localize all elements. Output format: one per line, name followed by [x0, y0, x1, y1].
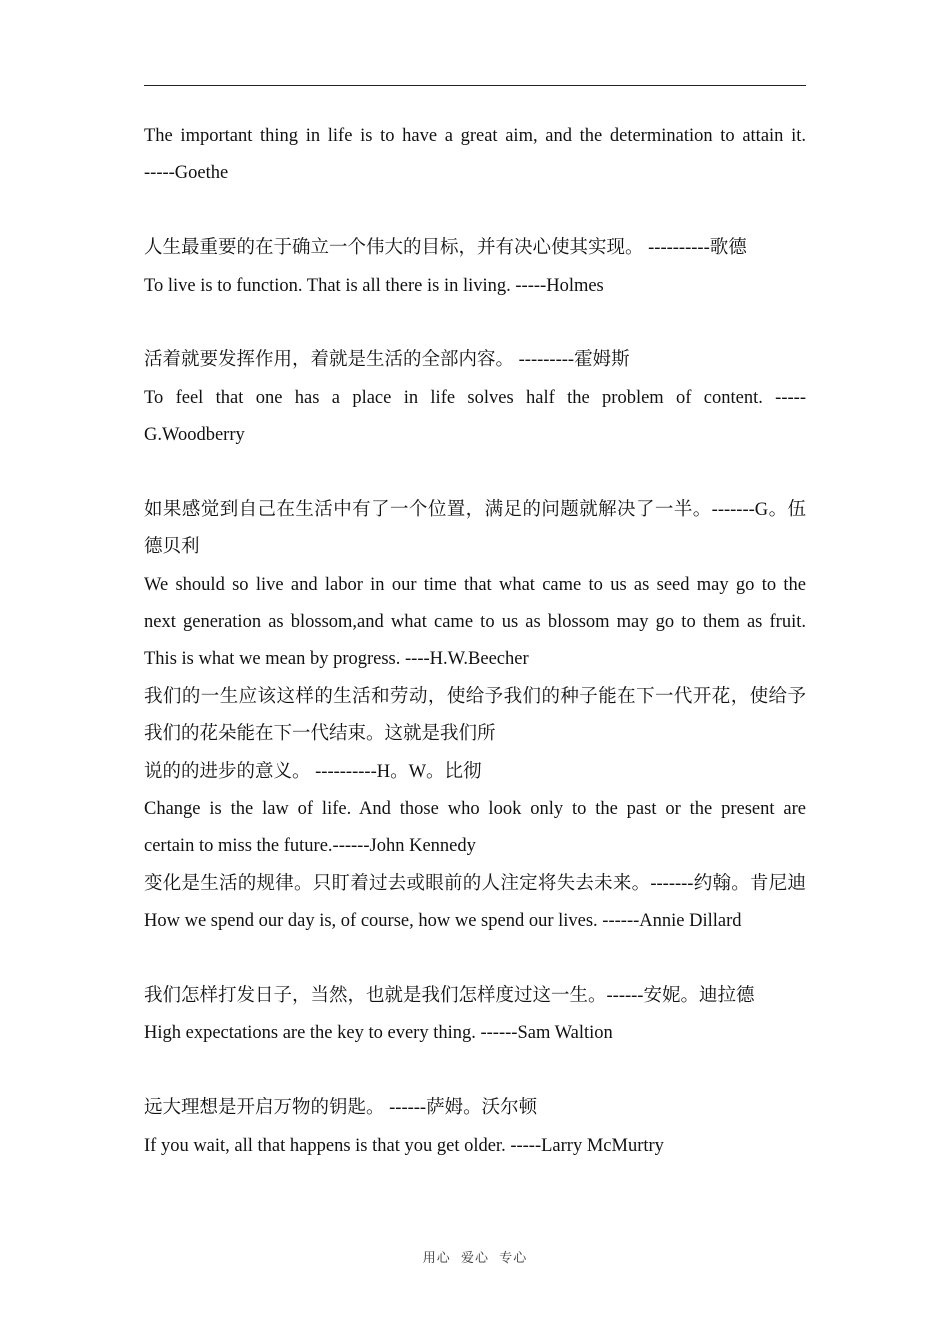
- blank-line: [144, 305, 806, 342]
- page-footer: [0, 1247, 950, 1266]
- text-line: To live is to function. That is all there is in living. -----Holmes: [144, 275, 604, 296]
- document-body: [144, 118, 806, 1165]
- text-line: next generation as blossom,and what came to us as blossom may go to them as fruit.: [144, 612, 806, 633]
- blank-line: [144, 455, 806, 492]
- text-line: -----Goethe: [144, 163, 229, 184]
- text-line: 远大理想是开启万物的钥匙。 ------萨姆。沃尔顿: [144, 1098, 538, 1119]
- text-line: 我们怎样打发日子，当然，也就是我们怎样度过这一生。------安妮。迪拉德: [144, 985, 755, 1006]
- text-line: certain to miss the future.------John Kennedy: [144, 836, 476, 857]
- footer-item: 用心: [422, 1250, 451, 1265]
- text-line: 我们的花朵能在下一代结束。这就是我们所: [144, 724, 496, 745]
- blank-line: [144, 193, 806, 230]
- text-line: 活着就要发挥作用，着就是生活的全部内容。 ---------霍姆斯: [144, 350, 630, 371]
- header-rule: [144, 85, 806, 86]
- text-line: We should so live and labor in our time that what came to us as seed may go to the: [144, 574, 806, 595]
- text-line: 人生最重要的在于确立一个伟大的目标，并有决心使其实现。 ----------歌德: [144, 238, 747, 259]
- text-line: 变化是生活的规律。只盯着过去或眼前的人注定将失去未来。-------约翰。肯尼迪: [144, 873, 806, 894]
- text-line: 我们的一生应该这样的生活和劳动，使给予我们的种子能在下一代开花，使给予: [144, 686, 806, 707]
- text-line: If you wait, all that happens is that you get older. -----Larry McMurtry: [144, 1135, 664, 1156]
- text-line: To feel that one has a place in life solves half the problem of content. -----: [144, 387, 806, 408]
- text-line: G.Woodberry: [144, 425, 245, 446]
- text-line: 如果感觉到自己在生活中有了一个位置，满足的问题就解决了一半。-------G。伍: [144, 499, 806, 520]
- text-line: This is what we mean by progress. ----H.W.Beecher: [144, 649, 529, 670]
- footer-item: 爱心: [460, 1250, 489, 1265]
- text-line: How we spend our day is, of course, how we spend our lives. ------Annie Dillard: [144, 911, 742, 932]
- text-line: The important thing in life is to have a great aim, and the determination to attain it.: [144, 126, 806, 146]
- text-line: Change is the law of life. And those who look only to the past or the present are: [144, 799, 806, 820]
- blank-line: [144, 1053, 806, 1090]
- footer-item: 专心: [499, 1250, 528, 1265]
- text-line: 说的的进步的意义。 ----------H。W。比彻: [144, 761, 482, 782]
- text-line: High expectations are the key to every thing. ------Sam Waltion: [144, 1023, 613, 1044]
- text-line: 德贝利: [144, 537, 200, 558]
- blank-line: [144, 941, 806, 978]
